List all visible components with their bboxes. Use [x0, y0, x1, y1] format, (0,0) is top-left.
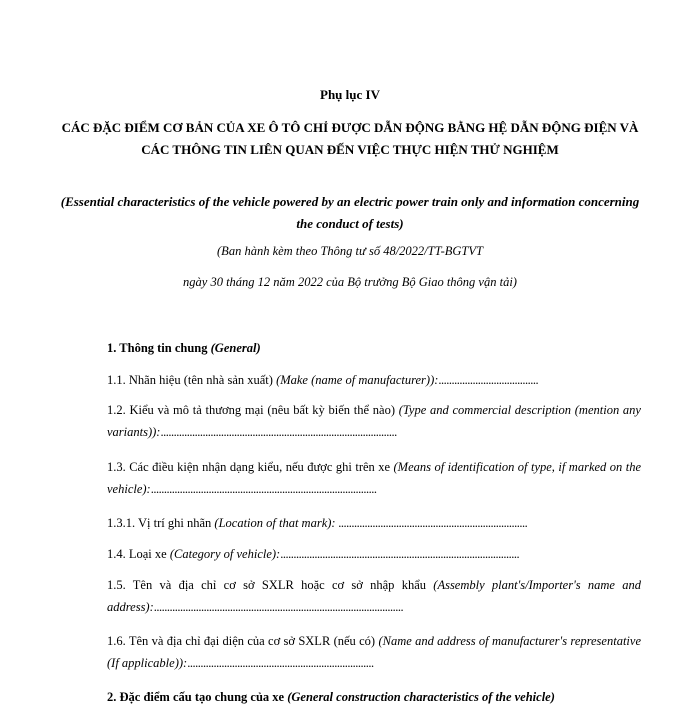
- item-label: 1.3.1. Vị trí ghi nhãn: [107, 516, 215, 530]
- fill-in-dots: .......................................................................: [187, 656, 374, 670]
- item-label: 1.1. Nhãn hiệu (tên nhà sản xuất): [107, 373, 277, 387]
- item-label-en: (Category of vehicle):: [169, 547, 281, 561]
- section-2-heading-en: (General construction characteristics of the vehicle): [287, 690, 555, 704]
- section-2-heading-vi: 2. Đặc điểm cấu tạo chung của xe: [107, 690, 285, 704]
- document-title: CÁC ĐẶC ĐIỂM CƠ BẢN CỦA XE Ô TÔ CHỈ ĐƯỢC DẪN ĐỘNG BẰNG HỆ DẪN ĐỘNG ĐIỆN VÀ CÁC THÔNG TIN LIÊN QUAN ĐẾN VIỆC THỰC HIỆN THỬ NGHIỆM: [61, 120, 639, 157]
- fill-in-dots: ...............................................................................................: [153, 600, 404, 614]
- section-1-heading: [82, 337, 641, 359]
- fill-in-dots: ..........................................................................................: [160, 425, 397, 439]
- item-label-en: (Name and address of manufacturer's representative (If applicable)):: [107, 634, 641, 670]
- item-label-en: (Type and commercial description (mention any variants)):: [107, 403, 641, 439]
- item-1-5: [82, 574, 641, 618]
- item-label: 1.3. Các điều kiện nhận dạng kiểu, nếu được ghi trên xe: [107, 460, 394, 474]
- item-label: 1.4. Loại xe: [107, 547, 170, 561]
- section-2-heading: [82, 686, 641, 708]
- fill-in-dots: ......................................................................................: [150, 482, 377, 496]
- item-1-2: [82, 399, 641, 443]
- item-1-6: [82, 630, 641, 674]
- item-label: 1.2. Kiểu và mô tả thương mại (nêu bất kỳ biến thể nào): [107, 403, 399, 417]
- issued-line-2: ngày 30 tháng 12 năm 2022 của Bộ trưởng Bộ Giao thông vận tải): [183, 275, 517, 289]
- fill-in-dots: ........................................................................: [335, 516, 528, 530]
- item-label-en: (Means of identification of type, if marked on the vehicle):: [107, 460, 641, 496]
- issued-line-1: (Ban hành kèm theo Thông tư số 48/2022/TT-BGTVT: [217, 244, 483, 258]
- item-label-en: (Make (name of manufacturer)):: [276, 373, 439, 387]
- item-1-3-1: [82, 512, 641, 534]
- item-label: 1.6. Tên và địa chỉ đại diện của cơ sở SXLR (nếu có): [107, 634, 379, 648]
- fill-in-dots: ......................................: [438, 373, 539, 387]
- item-1-4: [82, 543, 641, 565]
- section-1-heading-vi: 1. Thông tin chung: [107, 341, 208, 355]
- fill-in-dots: ...........................................................................................: [280, 547, 520, 561]
- item-1-3: [82, 456, 641, 500]
- item-1-1: [82, 369, 641, 391]
- document-subtitle: (Essential characteristics of the vehicle powered by an electric power train only and information concerning the conduct of tests): [60, 194, 640, 231]
- item-label-en: (Assembly plant's/Importer's name and address):: [107, 578, 641, 614]
- item-label-en: (Location of that mark):: [214, 516, 336, 530]
- item-label: 1.5. Tên và địa chỉ cơ sở SXLR hoặc cơ sở nhập khẩu: [107, 578, 434, 592]
- appendix-label: Phụ lục IV: [320, 87, 380, 102]
- section-1-heading-en: (General): [210, 341, 261, 355]
